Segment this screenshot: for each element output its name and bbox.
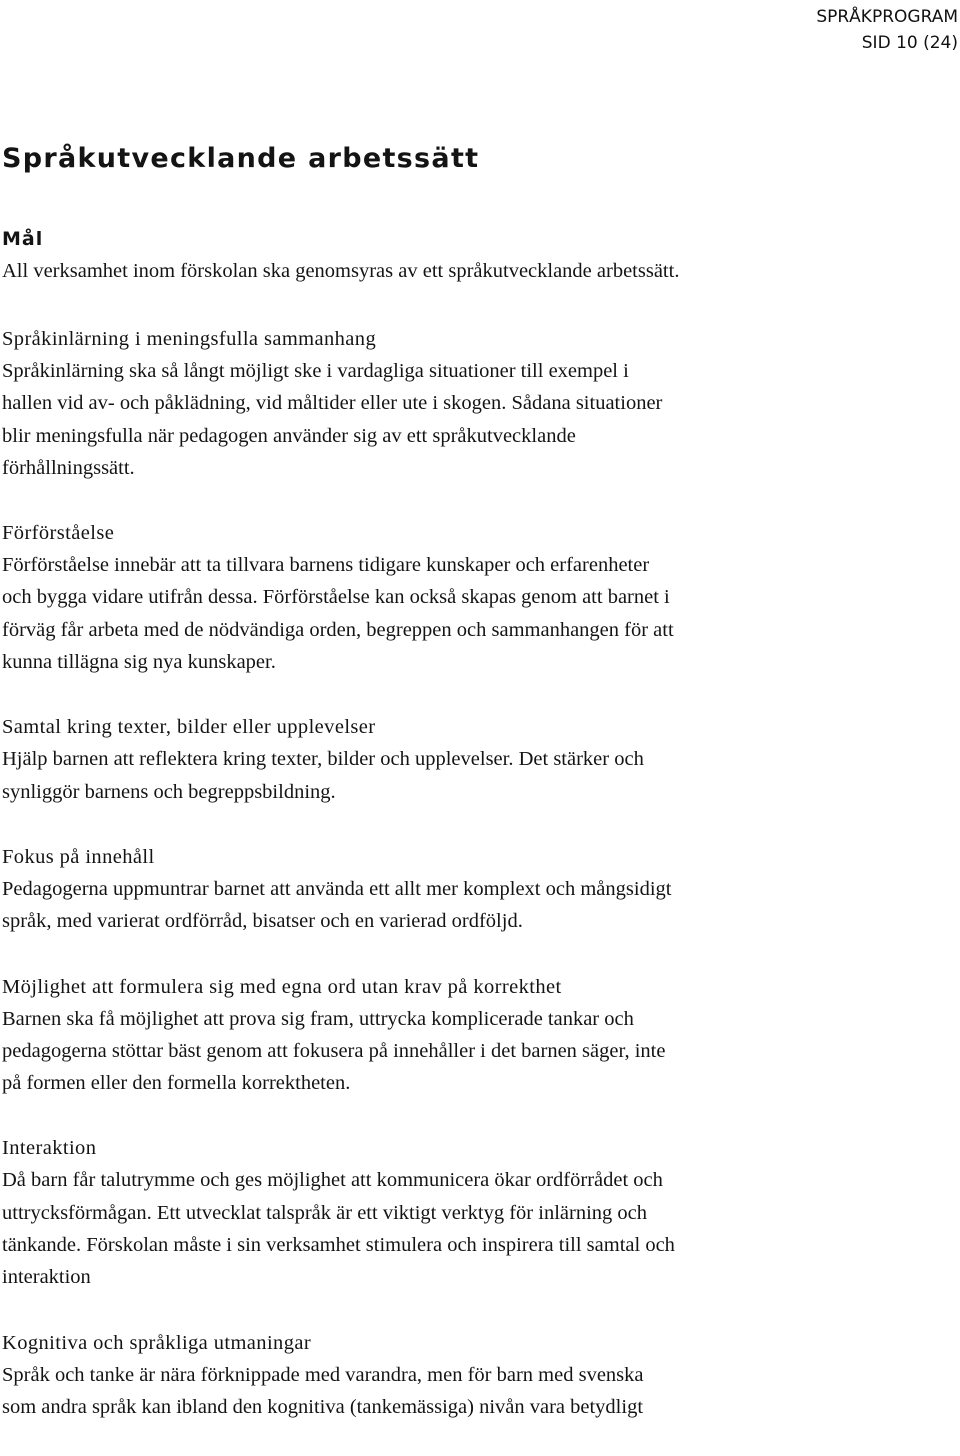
sections	[2, 323, 958, 1456]
section-conversation	[2, 711, 958, 808]
body-line: på formen eller den formella korrektheten.	[2, 1072, 351, 1095]
section-body	[2, 355, 958, 484]
section-pre-understanding	[2, 517, 958, 678]
body-line: Barnen ska få möjlighet att prova sig fram, uttrycka komplicerade tankar och	[2, 1007, 634, 1030]
body-line: interaktion	[2, 1266, 91, 1289]
section-heading: Kognitiva och språkliga utmaningar	[2, 1331, 312, 1354]
body-line: förhållningssätt.	[2, 456, 135, 479]
section-own-words	[2, 971, 958, 1100]
page-number: SID 10 (24)	[861, 33, 958, 53]
section-body	[2, 1164, 958, 1293]
body-line: hallen vid av- och påklädning, vid måltider eller ute i skogen. Sådana situationer	[2, 392, 663, 415]
body-line: uttrycksförmågan. Ett utvecklat talspråk är ett viktigt verktyg för inlärning och	[2, 1201, 647, 1224]
section-body	[2, 1359, 958, 1424]
section-interaction	[2, 1132, 958, 1293]
section-cognitive-challenges	[2, 1327, 958, 1424]
section-heading: Förförståelse	[2, 522, 115, 545]
goal-text: All verksamhet inom förskolan ska genomsyras av ett språkutvecklande arbetssätt.	[2, 260, 680, 282]
body-line: kunna tillägna sig nya kunskaper.	[2, 651, 276, 674]
section-heading: Fokus på innehåll	[2, 845, 155, 868]
body-line: och bygga vidare utifrån dessa. Förförståelse kan också skapas genom att barnet i	[2, 586, 670, 609]
body-line: Språkinlärning ska så långt möjligt ske i vardagliga situationer till exempel i	[2, 360, 629, 382]
page-header	[816, 4, 958, 56]
body-line: Hjälp barnen att reflektera kring texter, bilder och upplevelser. Det stärker och	[2, 748, 644, 771]
body-line: Förförståelse innebär att ta tillvara barnens tidigare kunskaper och erfarenheter	[2, 554, 650, 577]
section-body	[2, 743, 958, 808]
body-line: Språk och tanke är nära förknippade med varandra, men för barn med svenska	[2, 1363, 644, 1386]
program-label: SPRÅKPROGRAM	[816, 7, 958, 27]
body-line: pedagogerna stöttar bäst genom att fokusera på innehåller i det barnen säger, inte	[2, 1039, 666, 1062]
section-content-focus	[2, 841, 958, 938]
body-line: förväg får arbeta med de nödvändiga orden, begreppen och sammanhangen för att	[2, 618, 674, 641]
body-line: synliggör barnens och begreppsbildning.	[2, 780, 336, 803]
page-title: Språkutvecklande arbetssätt	[2, 143, 480, 174]
section-heading: Språkinlärning i meningsfulla sammanhang	[2, 328, 377, 350]
section-body	[2, 549, 958, 678]
body-line: Pedagogerna uppmuntrar barnet att använda ett allt mer komplext och mångsidigt	[2, 877, 672, 900]
body-line: som andra språk kan ibland den kognitiva (tankemässiga) nivån vara betydligt	[2, 1395, 644, 1418]
body-line: språk, med varierat ordförråd, bisatser och en varierad ordföljd.	[2, 910, 523, 933]
body-line: blir meningsfulla när pedagogen använder sig av ett språkutvecklande	[2, 424, 576, 447]
section-heading: Interaktion	[2, 1137, 97, 1160]
goal-heading: Mål	[2, 228, 44, 250]
section-heading: Samtal kring texter, bilder eller upplevelser	[2, 716, 376, 739]
section-heading: Möjlighet att formulera sig med egna ord utan krav på korrekthet	[2, 975, 562, 998]
body-line: tänkande. Förskolan måste i sin verksamhet stimulera och inspirera till samtal och	[2, 1234, 675, 1257]
section-body	[2, 873, 958, 938]
section-language-learning	[2, 323, 958, 484]
section-body	[2, 1003, 958, 1100]
body-line: Då barn får talutrymme och ges möjlighet att kommunicera ökar ordförrådet och	[2, 1169, 663, 1192]
